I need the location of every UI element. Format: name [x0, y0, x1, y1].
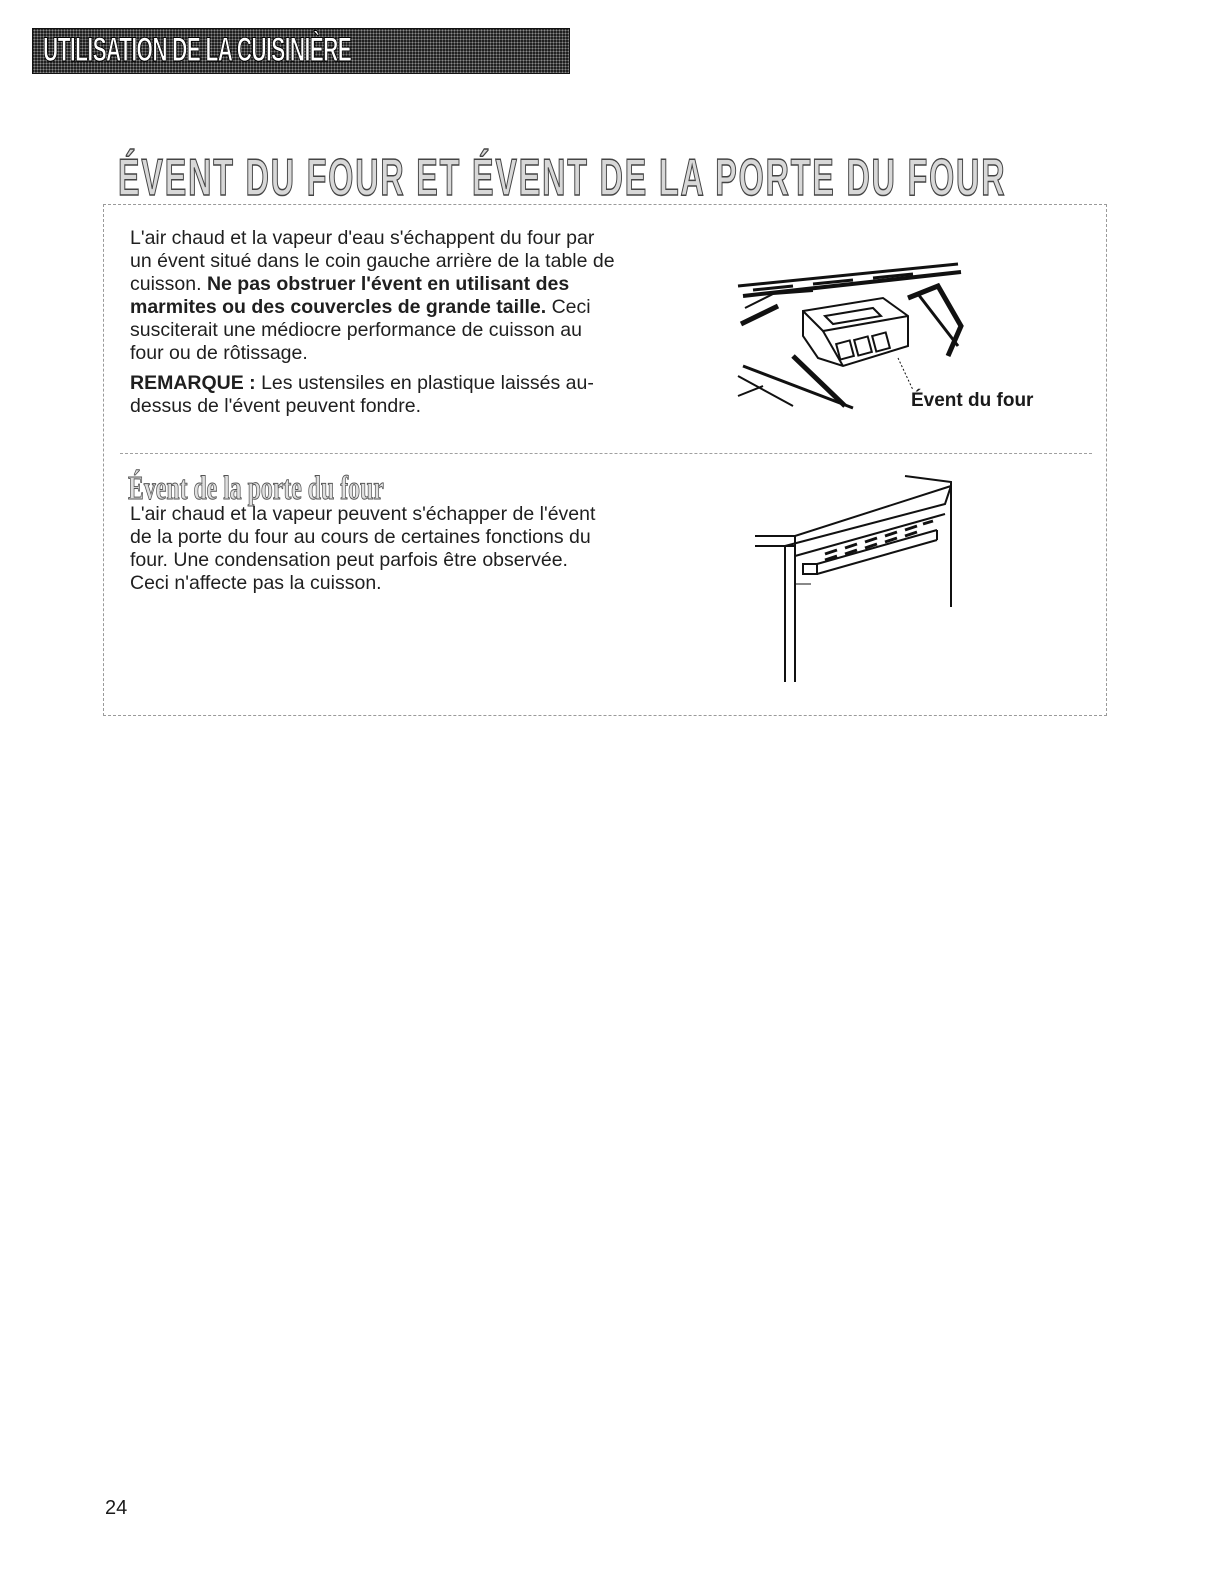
note-paragraph [130, 372, 620, 418]
intro-text: L'air chaud et la vapeur d'eau s'échappent du four par un évent situé dans le coin gauche arrière de la table de cuisson. [130, 227, 615, 295]
note-text: Les ustensiles en plastique laissés au-dessus de l'évent peuvent fondre. [130, 372, 594, 417]
warning-text: Ne pas obstruer l'évent en utilisant des marmites ou des couvercles de grande taille. [130, 273, 570, 318]
section-title: ÉVENT DU FOUR ET ÉVENT DE LA PORTE DU FOUR [118, 149, 1007, 207]
section-divider [120, 453, 1092, 454]
intro-text-end: Ceci susciterait une médiocre performance de cuisson au four ou de rôtissage. [130, 296, 591, 364]
page-number: 24 [105, 1497, 128, 1519]
note-label: REMARQUE : [130, 372, 256, 394]
oven-vent-label: Évent du four [911, 390, 1034, 411]
header-banner-text: UTILISATION DE LA CUISINIÈRE [43, 31, 352, 69]
door-vent-paragraph: L'air chaud et la vapeur peuvent s'échapper de l'évent de la porte du four au cours de certaines fonctions du four. Une condensation peut parfois être observée. Ceci n'affecte pas la cuisson. [130, 503, 596, 594]
intro-paragraph [130, 227, 620, 365]
oven-door-vent-illustration [755, 472, 965, 687]
header-banner [32, 28, 570, 74]
subsection-title: Évent de la porte du four [128, 470, 384, 507]
oven-vent-illustration [733, 246, 968, 414]
